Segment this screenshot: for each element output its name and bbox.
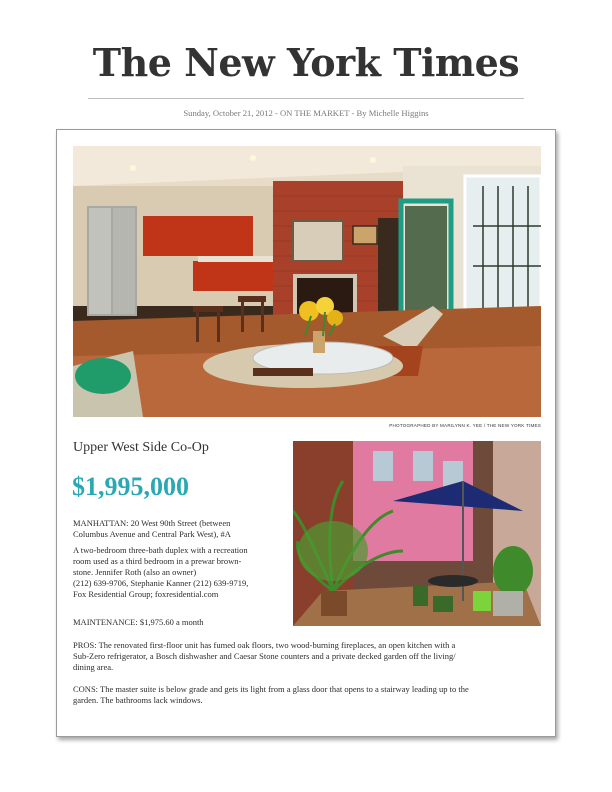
garden-photo bbox=[293, 441, 541, 626]
listing-location bbox=[73, 518, 287, 540]
description-line: room used as a third bedroom in a prewar brown- bbox=[73, 556, 242, 566]
listing-card bbox=[56, 129, 556, 737]
listing-maintenance: MAINTENANCE: $1,975.60 a month bbox=[73, 617, 204, 627]
listing-cons bbox=[73, 684, 543, 706]
description-line: stone. Jennifer Roth (also an owner) bbox=[73, 567, 197, 577]
description-line: Fox Residential Group; foxresidential.com bbox=[73, 589, 219, 599]
listing-headline: Upper West Side Co-Op bbox=[73, 440, 209, 455]
photo-credit: PHOTOGRAPHED BY MARILYNN K. YEE / THE NEW YORK TIMES bbox=[389, 423, 541, 428]
living-room-photo bbox=[73, 146, 541, 417]
pros-line: PROS: The renovated first-floor unit has fumed oak floors, two wood-burning fireplaces, an open kitchen with a bbox=[73, 640, 456, 650]
cons-line: garden. The bathrooms lack windows. bbox=[73, 695, 203, 705]
description-line: (212) 639-9706, Stephanie Kanner (212) 639-9719, bbox=[73, 578, 249, 588]
masthead-logo: The New York Times bbox=[92, 40, 520, 85]
listing-price: $1,995,000 bbox=[72, 472, 189, 501]
pros-line: dining area. bbox=[73, 662, 114, 672]
pros-line: Sub-Zero refrigerator, a Bosch dishwasher and Caesar Stone counters and a private decked garden off the living/ bbox=[73, 651, 456, 661]
description-line: A two-bedroom three-bath duplex with a recreation bbox=[73, 545, 248, 555]
cons-line: CONS: The master suite is below grade and gets its light from a glass door that opens to a stairway leading up to the bbox=[73, 684, 469, 694]
listing-pros bbox=[73, 640, 543, 673]
masthead-rule bbox=[88, 98, 524, 99]
location-line: MANHATTAN: 20 West 90th Street (between bbox=[73, 518, 231, 528]
location-line: Columbus Avenue and Central Park West), #A bbox=[73, 529, 231, 539]
dateline: Sunday, October 21, 2012 - ON THE MARKET - By Michelle Higgins bbox=[183, 108, 429, 118]
listing-description bbox=[73, 545, 287, 600]
